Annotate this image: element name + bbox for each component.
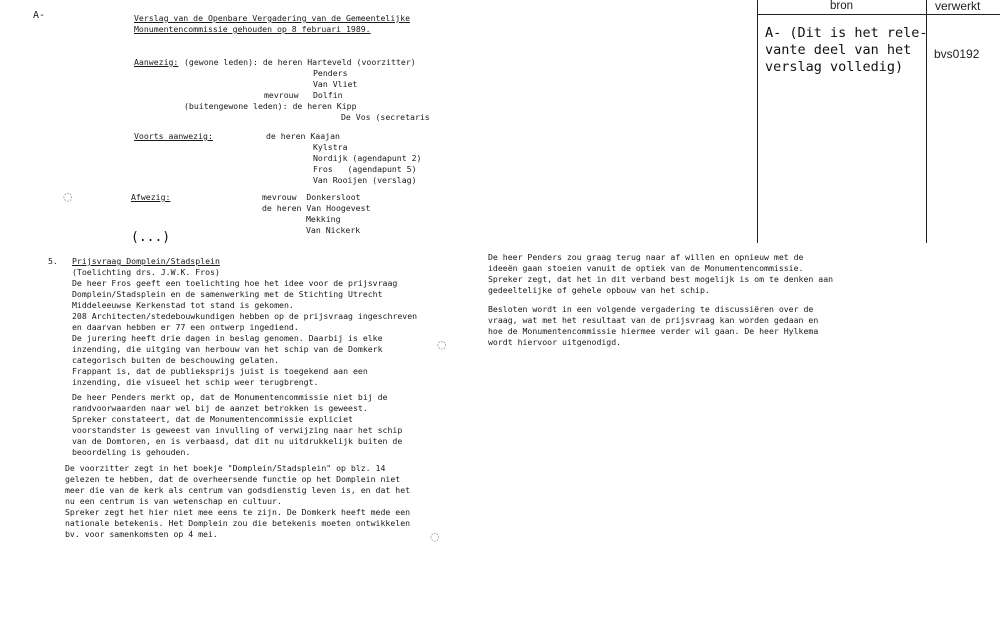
document-title-line1: Verslag van de Openbare Vergadering van de Gemeentelijke (134, 13, 411, 23)
table-divider (757, 0, 758, 243)
paragraph-line: wordt hiervoor uitgenodigd. (488, 337, 622, 347)
paragraph-line: 208 Architecten/stedebouwkundigen hebben op de prijsvraag ingeschreven (72, 311, 418, 321)
paragraph-line: nationale betekenis. Het Domplein zou die betekenis moeten ontwikkelen (65, 518, 411, 528)
paragraph-line: Domplein/Stadsplein en de samenwerking met de Stichting Utrecht (72, 289, 383, 299)
punch-hole-mark: ◌ (63, 190, 73, 203)
paragraph-line: hoe de Monumentencommissie hiermee verder wil gaan. De heer Hylkema (488, 326, 819, 336)
absent-label: Afwezig: (131, 192, 171, 202)
paragraph-line: randvoorwaarden naar wel bij de aanzet betrokken is geweest. (72, 403, 368, 413)
present-name: Penders (313, 68, 348, 78)
also-name: Kylstra (313, 142, 348, 152)
paragraph-line: van de Domtoren, en is verbaasd, dat dit nu uitdrukkelijk buiten de (72, 436, 403, 446)
present-extra: (buitengewone leden): de heren Kipp (184, 101, 357, 111)
paragraph-line: gedeeltelijke of gehele opbouw van het schip. (488, 285, 710, 295)
absent-name: Van Nickerk (306, 225, 361, 235)
paragraph-line: gelezen te hebben, dat de overheersende functie op het Domplein niet (65, 474, 401, 484)
paragraph-line: vraag, wat met het resultaat van de prijsvraag kan worden gedaan en (488, 315, 819, 325)
present-name: Van Vliet (313, 79, 358, 89)
paragraph-line: De heer Fros geeft een toelichting hoe het idee voor de prijsvraag (72, 278, 398, 288)
source-note-line: verslag volledig) (765, 59, 904, 75)
paragraph-line: inzending, die visueel het schip weer terugbrengt. (72, 377, 319, 387)
paragraph-line: voorstandster is geweest van invulling of verwijzing naar het schip (72, 425, 403, 435)
paragraph-line: bv. voor samenkomsten op 4 mei. (65, 529, 218, 539)
paragraph-line: beoordeling is gehouden. (72, 447, 191, 457)
paragraph-line: categorisch buiten de beschouwing gelaten. (72, 355, 280, 365)
paragraph-line: Spreker zegt, dat het in dit verband best mogelijk is om te denken aan (488, 274, 834, 284)
absent-mevrouw: mevrouw Donkersloot (262, 192, 361, 202)
also-heren: de heren Kaajan (266, 131, 340, 141)
absent-name: Mekking (306, 214, 341, 224)
column-header-verwerkt: verwerkt (935, 0, 981, 13)
also-name: Fros (agendapunt 5) (313, 164, 417, 174)
punch-hole-mark: ◌ (437, 338, 447, 351)
paragraph-line: De heer Penders zou graag terug naar af willen en opnieuw met de (488, 252, 804, 262)
absent-heren: de heren Van Hoogevest (262, 203, 371, 213)
paragraph-line: Frappant is, dat de publieksprijs juist is toegekend aan een (72, 366, 368, 376)
also-name: Van Rooijen (verslag) (313, 175, 417, 185)
present-mevrouw: mevrouw (264, 90, 299, 100)
omission-ellipsis: (...) (131, 230, 171, 245)
present-secretary: De Vos (secretaris (341, 112, 430, 122)
paragraph-line: Middeleeuwse Kerkenstad tot stand is gekomen. (72, 300, 294, 310)
paragraph-line: nu een centrum is van wetenschap en cultuur. (65, 496, 282, 506)
paragraph-line: Spreker constateert, dat de Monumentencommissie expliciet (72, 414, 353, 424)
paragraph-line: De heer Penders merkt op, dat de Monumentencommissie niet bij de (72, 392, 388, 402)
document-code: bvs0192 (934, 47, 980, 61)
paragraph-line: en daarvan hebben er 77 een ontwerp ingediend. (72, 322, 299, 332)
table-divider (757, 14, 1000, 15)
item-number: 5. (48, 256, 58, 266)
paragraph-line: inzending, die uitging van herbouw van het schip van de Domkerk (72, 344, 383, 354)
paragraph-line: Spreker zegt het hier niet mee eens te zijn. De Domkerk heeft mede een (65, 507, 411, 517)
paragraph-line: Besloten wordt in een volgende vergadering te discussiëren over de (488, 304, 814, 314)
item-subtitle: (Toelichting drs. J.W.K. Fros) (72, 267, 220, 277)
also-present-label: Voorts aanwezig: (134, 131, 213, 141)
column-header-bron: bron (830, 0, 854, 12)
present-regular: (gewone leden): de heren Harteveld (voorzitter) (184, 57, 416, 67)
paragraph-line: De jurering heeft drie dagen in beslag genomen. Daarbij is elke (72, 333, 383, 343)
margin-mark: A- (33, 10, 46, 21)
punch-hole-mark: ◌ (430, 530, 440, 543)
item-title: Prijsvraag Domplein/Stadsplein (72, 256, 220, 266)
paragraph-line: ideeën gaan stoeien vanuit de optiek van de Monumentencommissie. (488, 263, 804, 273)
source-note-line: vante deel van het (765, 42, 912, 58)
paragraph-line: De voorzitter zegt in het boekje "Domplein/Stadsplein" op blz. 14 (65, 463, 386, 473)
present-label: Aanwezig: (134, 57, 179, 67)
source-note-line: A- (Dit is het rele- (765, 25, 928, 41)
document-title-line2: Monumentencommissie gehouden op 8 februari 1989. (134, 24, 371, 34)
paragraph-line: meer die van de kerk als centrum van godsdienstig leven is, en dat het (65, 485, 411, 495)
also-name: Nordijk (agendapunt 2) (313, 153, 422, 163)
present-name: Dolfin (313, 90, 343, 100)
